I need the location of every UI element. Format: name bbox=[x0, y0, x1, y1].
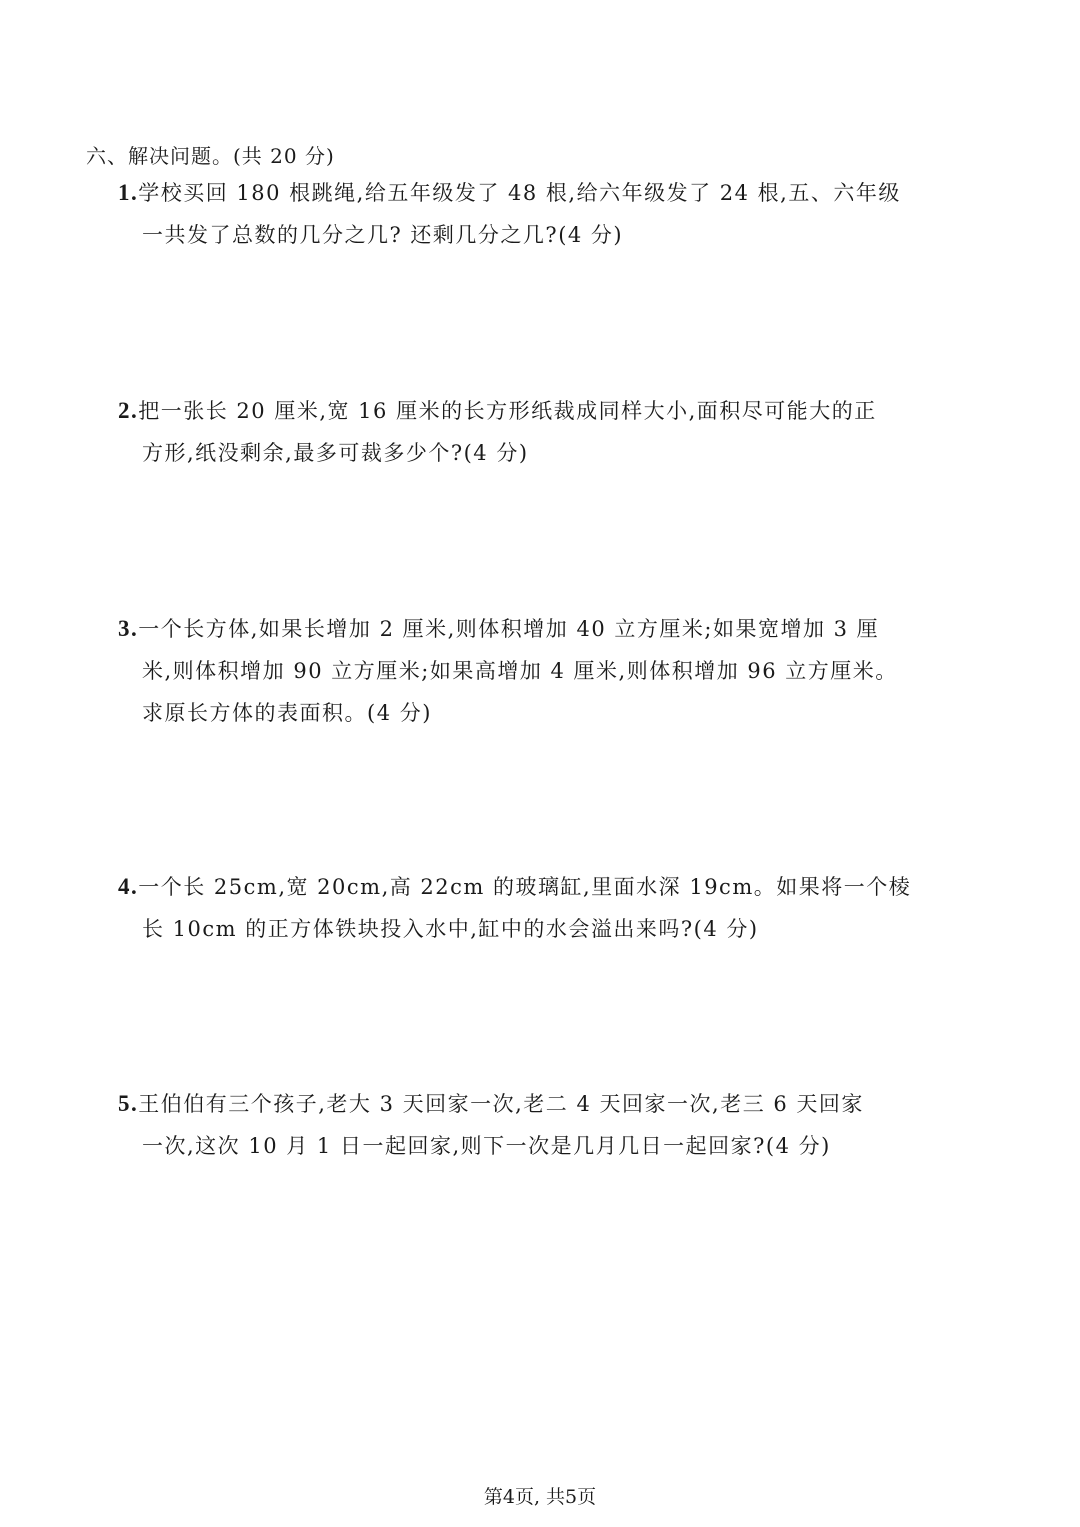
question-1 bbox=[118, 172, 930, 256]
question-4 bbox=[118, 866, 930, 950]
question-5 bbox=[118, 1083, 930, 1167]
page-number-footer: 第4页, 共5页 bbox=[483, 1486, 597, 1508]
question-4-line-1 bbox=[118, 866, 930, 908]
question-1-number: 1. bbox=[118, 180, 139, 205]
question-2-number: 2. bbox=[118, 398, 139, 423]
question-4-number: 4. bbox=[118, 874, 139, 899]
question-2-line-2: 方形,纸没剩余,最多可裁多少个?(4 分) bbox=[142, 441, 529, 465]
question-4-text-1: 一个长 25cm,宽 20cm,高 22cm 的玻璃缸,里面水深 19cm。如果将一个棱 bbox=[138, 875, 912, 899]
question-3-text-1: 一个长方体,如果长增加 2 厘米,则体积增加 40 立方厘米;如果宽增加 3 厘 bbox=[138, 617, 880, 641]
question-1-line-2: 一共发了总数的几分之几? 还剩几分之几?(4 分) bbox=[142, 223, 624, 247]
question-2-line-1 bbox=[118, 390, 930, 432]
question-2-text-1: 把一张长 20 厘米,宽 16 厘米的长方形纸裁成同样大小,面积尽可能大的正 bbox=[138, 399, 877, 423]
question-2 bbox=[118, 390, 930, 474]
question-1-line-1 bbox=[118, 172, 930, 214]
question-1-text-1: 学校买回 180 根跳绳,给五年级发了 48 根,给六年级发了 24 根,五、六年级 bbox=[138, 181, 901, 205]
question-3-number: 3. bbox=[118, 616, 139, 641]
question-3-line-1 bbox=[118, 608, 930, 650]
question-5-number: 5. bbox=[118, 1091, 139, 1116]
question-5-text-1: 王伯伯有三个孩子,老大 3 天回家一次,老二 4 天回家一次,老三 6 天回家 bbox=[138, 1092, 864, 1116]
question-5-line-1 bbox=[118, 1083, 930, 1125]
question-5-line-2: 一次,这次 10 月 1 日一起回家,则下一次是几月几日一起回家?(4 分) bbox=[142, 1134, 831, 1158]
question-3-line-3: 求原长方体的表面积。(4 分) bbox=[142, 701, 432, 725]
question-4-line-2: 长 10cm 的正方体铁块投入水中,缸中的水会溢出来吗?(4 分) bbox=[142, 917, 759, 941]
section-title: 六、解决问题。(共 20 分) bbox=[86, 144, 335, 168]
question-3-line-2: 米,则体积增加 90 立方厘米;如果高增加 4 厘米,则体积增加 96 立方厘米。 bbox=[142, 659, 898, 683]
question-3 bbox=[118, 608, 930, 734]
